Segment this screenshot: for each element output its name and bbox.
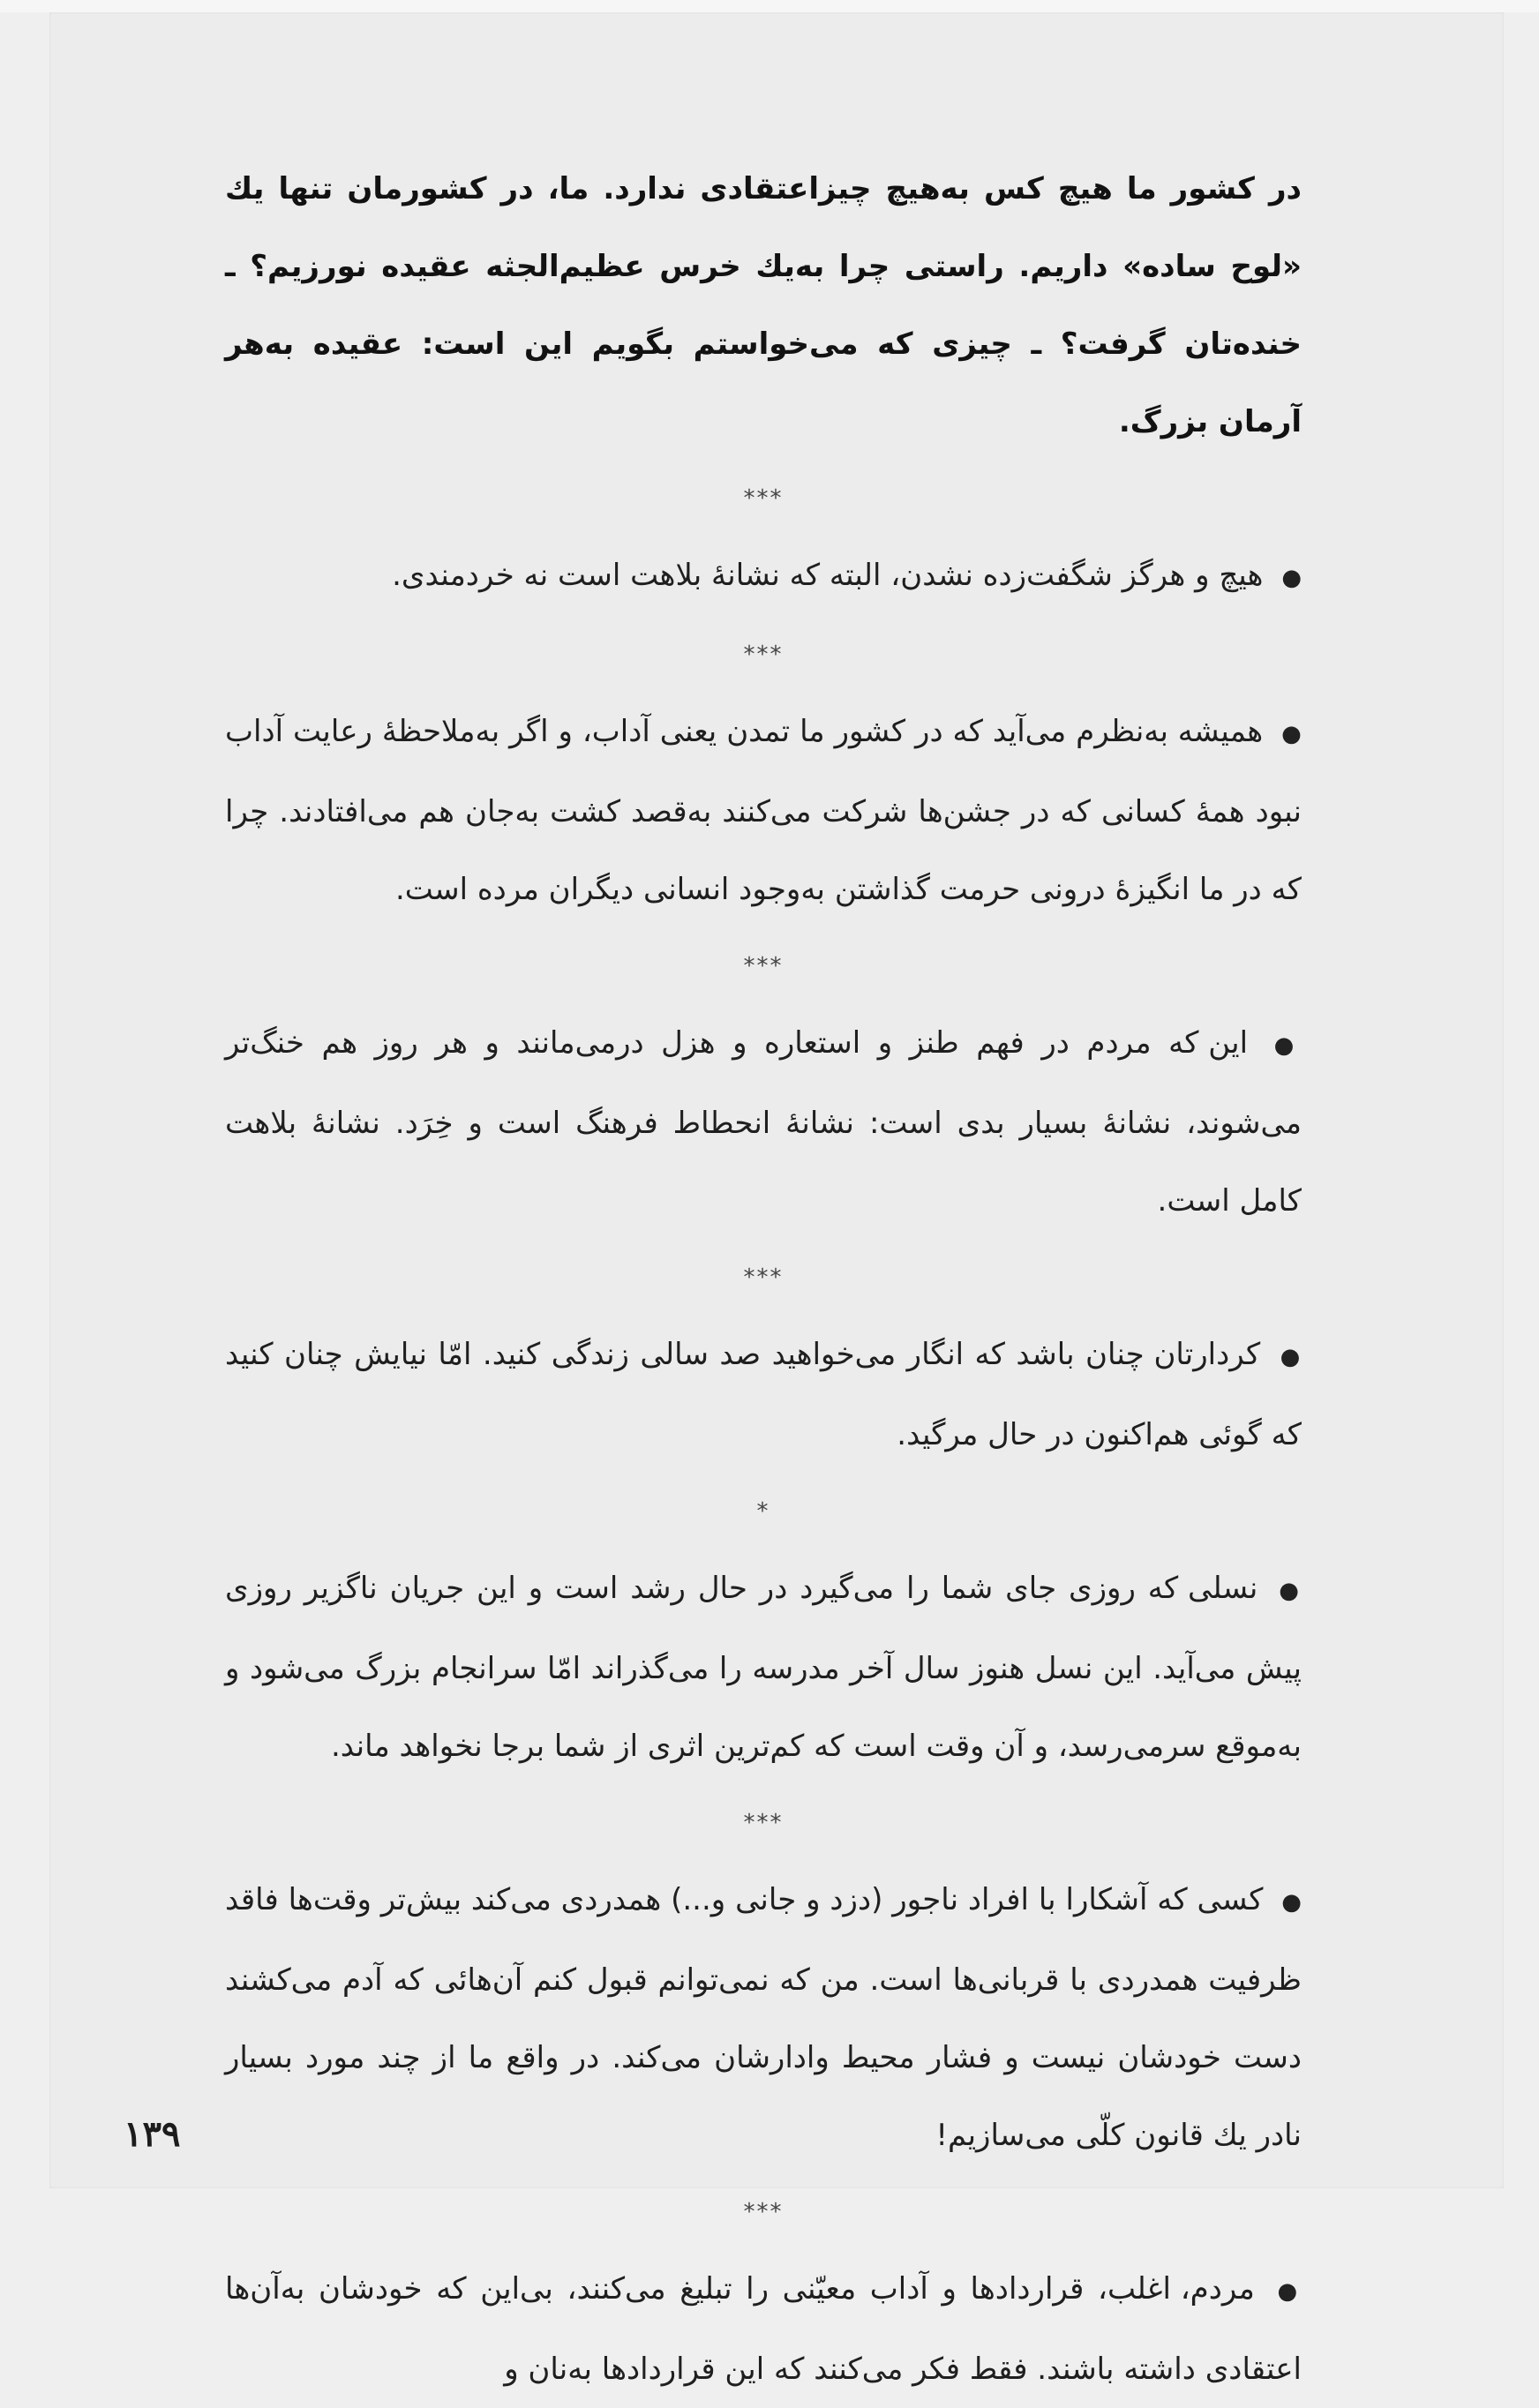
paragraph-belief [225, 150, 1302, 461]
paragraph-text: مردم، اغلب، قراردادها و آداب معیّنی را تبلیغ می‌کنند، بی‌این که خودشان به‌آن‌ها اعتقادی داشته باشند. فقط فکر می‌کنند که این قراردادها به‌نان و [225, 2271, 1302, 2387]
bullet-icon: ● [1273, 1032, 1303, 1059]
paragraph-text: هیچ و هرگز شگفت‌زده نشدن، البته که نشانهٔ بلاهت است نه خردمندی. [392, 558, 1264, 593]
section-divider-single: * [756, 1498, 770, 1525]
paragraph-text: این که مردم در فهم طنز و استعاره و هزل درمی‌مانند و هر روز هم خنگ‌تر می‌شوند، نشانهٔ بسیار بدی است: نشانهٔ انحطاط فرهنگ است و خِرَد. نشانهٔ بلاهت کامل است. [225, 1025, 1302, 1219]
bullet-icon: ● [1279, 1578, 1303, 1604]
paragraph-text: در کشور ما هیچ کس به‌هیچ چیزاعتقادی ندارد. ما، در کشورمان تنها یك «لوح ساده» داریم. راستی چرا به‌یك خرس عظیم‌الجثه عقیده نورزیم؟ ـ خنده‌تان گرفت؟ ـ چیزی که می‌خواستم بگویم این است: عقیده به‌هر آرمان بزرگ. [225, 171, 1302, 439]
paragraph-text: نسلی که روزی جای شما را می‌گیرد در حال رشد است و این جریان ناگزیر روزی پیش می‌آید. این نسل هنوز سال آخر مدرسه را می‌گذراند امّا سرانجام بزرگ می‌شود و به‌موقع سرمی‌رسد، و آن وقت است که کم‌ترین اثری از شما برجا نخواهد ماند. [225, 1571, 1302, 1764]
bullet-icon: ● [1281, 1889, 1303, 1916]
paragraph-text: کسی که آشکارا با افراد ناجور (دزد و جانی و...) همدردی می‌کند بیش‌تر وقت‌ها فاقد ظرفیت همدردی با قربانی‌ها است. من که نمی‌توانم قبول کنم آن‌هائی که آدم می‌کشند دست خودشان نیست و فشار محیط وادارشان می‌کند. در واقع ما از چند مورد بسیار نادر یك قانون کلّی می‌سازیم! [225, 1882, 1302, 2153]
paragraph-conduct [225, 1316, 1302, 1474]
paragraph-text: همیشه به‌نظرم می‌آید که در کشور ما تمدن یعنی آداب، و اگر به‌ملاحظهٔ رعایت آداب نبود همهٔ کسانی که در جشن‌ها شرکت می‌کنند به‌قصد کشت به‌جان هم می‌افتادند. چرا که در ما انگیزهٔ درونی حرمت گذاشتن به‌وجود انسانی دیگران مرده است. [225, 714, 1302, 907]
paragraph-generation [225, 1549, 1302, 1785]
scan-edge [0, 0, 1539, 12]
paragraph-civilization [225, 693, 1302, 928]
paragraph-conventions [225, 2250, 1302, 2408]
bullet-icon: ● [1280, 1344, 1303, 1370]
section-divider: *** [743, 1810, 784, 1836]
paragraph-wonder [225, 536, 1302, 617]
bullet-icon: ● [1277, 2278, 1303, 2305]
paragraph-text: کردارتان چنان باشد که انگار می‌خواهید صد سالی زندگی کنید. امّا نیایش چنان کنید که گوئی هم‌اکنون در حال مرگید. [225, 1337, 1302, 1452]
paragraph-sympathy [225, 1861, 1302, 2174]
section-divider: *** [743, 641, 784, 668]
section-divider: *** [743, 1264, 784, 1291]
paragraph-satire [225, 1004, 1302, 1240]
section-divider: *** [743, 485, 784, 512]
bullet-icon: ● [1281, 565, 1302, 591]
section-divider: *** [743, 2199, 784, 2225]
page-body [225, 150, 1302, 2408]
section-divider: *** [743, 953, 784, 979]
page-number: ۱۳۹ [124, 2113, 181, 2155]
bullet-icon: ● [1281, 721, 1302, 747]
